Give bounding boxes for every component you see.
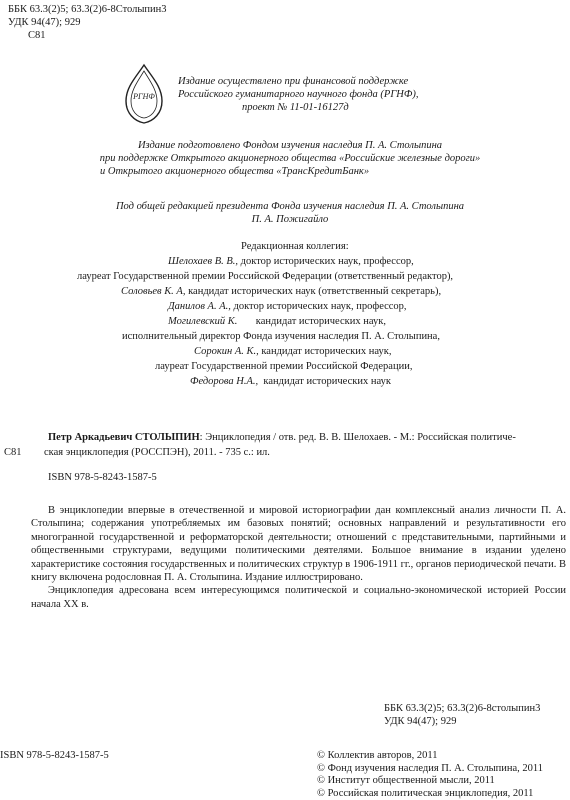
logo-text: РГНФ [132,92,155,101]
funding-line-1: Издание осуществлено при финансовой поддержке [178,75,418,88]
board-member-role: кандидат исторических наук, [259,346,392,357]
board-member-name: Данилов А. А., [168,301,231,312]
board-member-role: кандидат исторических наук (ответственный секретарь), [185,286,441,297]
board-member-role: доктор исторических наук, профессор, [231,301,407,312]
copyrights [317,750,543,800]
catalog-line-2 [0,445,570,460]
board-member-role: лауреат Государственной премии Российской Федерации, [155,361,412,372]
copyright-line: © Институт общественной мысли, 2011 [317,775,543,788]
funding-line-2: Российского гуманитарного научного фонда (РГНФ), [178,88,418,101]
copyright-line: © Российская политическая энциклопедия, 2011 [317,788,543,800]
editor-line-2: П. А. Пожигайло [60,213,520,226]
board-member-name: Сорокин А. К., [194,346,259,357]
prepared-note [60,139,520,178]
board-line-8 [0,360,570,373]
copyright-line: © Фонд изучения наследия П. А. Столыпина, 2011 [317,763,543,776]
top-code-udk: УДК 94(47); 929 [8,16,167,29]
board-member-role: исполнительный директор Фонда изучения наследия П. А. Столыпина, [122,331,440,342]
rgnf-logo-icon [122,63,166,125]
catalog-entry [0,430,570,485]
board-member-role: кандидат исторических наук [258,376,391,387]
board-line-5 [0,315,570,328]
bottom-code-udk: УДК 94(47); 929 [384,715,540,728]
bottom-isbn: ISBN 978-5-8243-1587-5 [0,750,109,761]
bottom-codes [384,702,540,728]
top-codes [8,3,167,42]
board-line-4 [0,300,570,313]
abstract [31,504,566,611]
catalog-author: Петр Аркадьевич СТОЛЫПИН [48,432,200,443]
abstract-para-1: В энциклопедии впервые в отечественной и мировой историографии дан комплексный анализ личности П. А. Столыпина; содержания употребляемых им базовых понятий; основных направлений и результативности его многогранной государственной и реформаторской деятельности; отношений с представительными, партийными и общественными структурами, ведущими политическими деятелями. Большое внимание в издании уделено характеристике состояния государственных и политических структур в 1906-1911 гг., органов периодической печати. В книгу включена родословная П. А. Столыпина. Издание иллюстрировано. [31,504,566,584]
catalog-code: С81 [4,445,44,460]
funding-line-3: проект № 11-01-16127д [178,101,418,114]
catalog-line-1 [0,430,570,445]
editor-line-1: Под общей редакцией президента Фонда изучения наследия П. А. Столыпина [60,200,520,213]
board-member-role: кандидат исторических наук, [237,316,386,327]
catalog-line-2-text: ская энциклопедия (РОССПЭН), 2011. - 735 с.: ил. [44,447,270,458]
board-member-name: Могилевский К. [168,316,237,327]
board-member-name: Соловьев К. А, [121,286,185,297]
editor-note [60,200,520,226]
board-member-name: Шелохаев В. В., [168,256,238,267]
top-code-bbk: ББК 63.3(2)5; 63.3(2)6-8Столыпин3 [8,3,167,16]
catalog-line-1-text: : Энциклопедия / отв. ред. В. В. Шелохаев. - М.: Российская политиче- [200,432,516,443]
catalog-isbn: ISBN 978-5-8243-1587-5 [0,470,570,485]
board-line-9 [0,375,570,388]
funding-note [178,75,418,114]
copyright-line: © Коллектив авторов, 2011 [317,750,543,763]
board-line-6 [0,330,570,343]
board-line-7 [0,345,570,358]
board-member-role: доктор исторических наук, профессор, [238,256,414,267]
editorial-board [0,240,570,388]
board-title: Редакционная коллегия: [0,240,570,253]
board-member-role: лауреат Государственной премии Российской Федерации (ответственный редактор), [77,271,453,282]
abstract-para-2: Энциклопедия адресована всем интересующимся политической и социально-экономической историей России начала XX в. [31,584,566,611]
top-code-c81: С81 [8,29,167,42]
prepared-line-2: при поддержке Открытого акционерного общества «Российские железные дороги» [60,152,520,165]
board-member-name: Федорова Н.А., [190,376,258,387]
board-line-1 [0,255,570,268]
board-line-3 [0,285,570,298]
board-line-2 [0,270,570,283]
bottom-code-bbk: ББК 63.3(2)5; 63.3(2)6-8столыпин3 [384,702,540,715]
prepared-line-1: Издание подготовлено Фондом изучения наследия П. А. Столыпина [60,139,520,152]
prepared-line-3: и Открытого акционерного общества «ТрансКредитБанк» [60,165,520,178]
